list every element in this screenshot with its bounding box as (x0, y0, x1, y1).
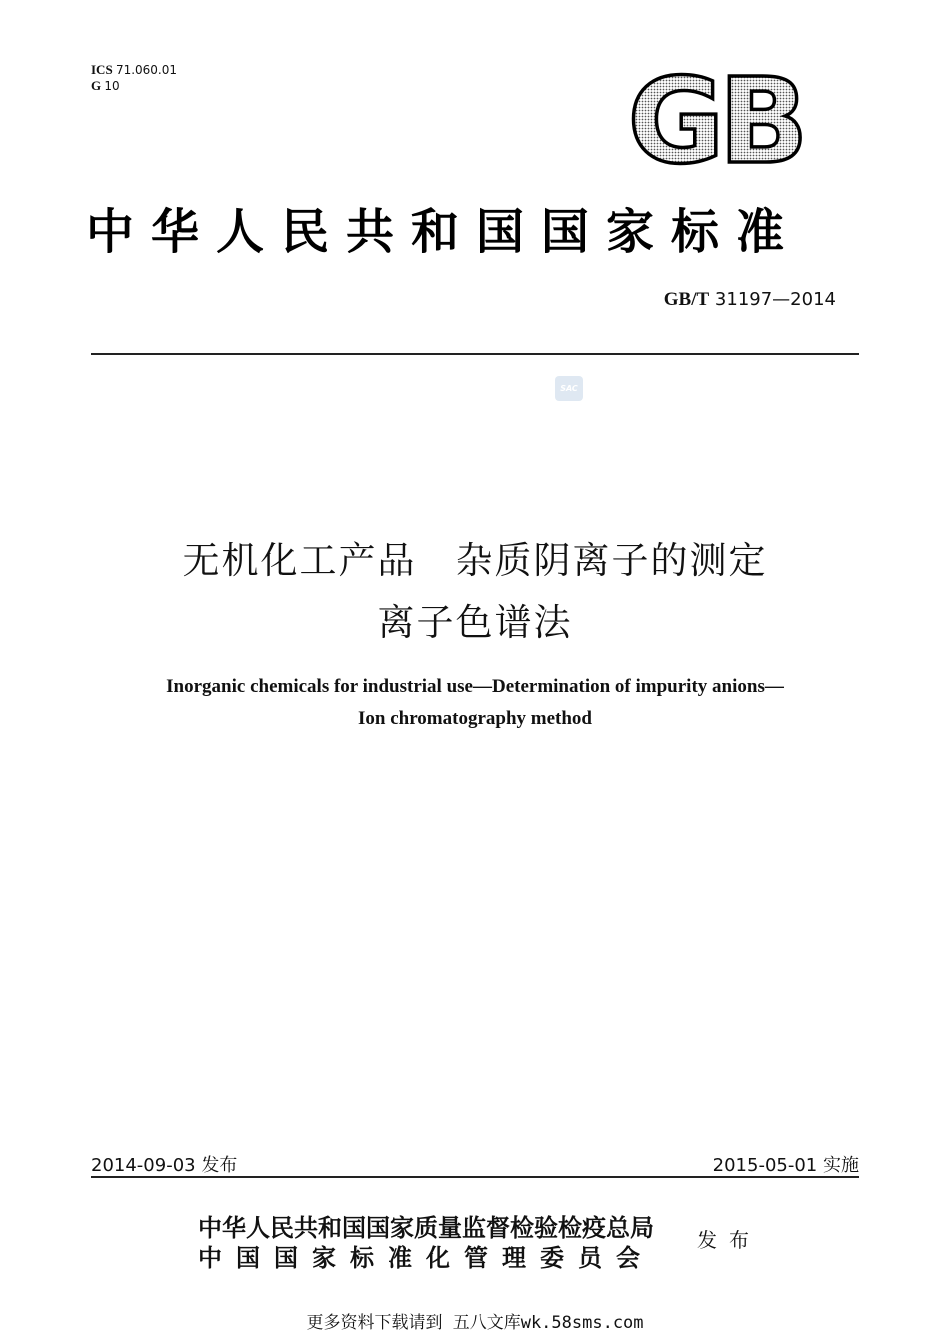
issuer-sac: 中国国家标准化管理委员会 (198, 1243, 654, 1272)
standard-type-title: 中华人民共和国国家标准 (86, 204, 802, 260)
standard-code (664, 289, 836, 311)
standard-code-prefix: GB/T (663, 289, 710, 310)
english-title-line-2: Ion chromatography method (358, 708, 592, 729)
ics-value: 71.060.01 (115, 63, 178, 77)
issuer-aqsiq: 中华人民共和国国家质量监督检验检疫总局 (198, 1213, 654, 1242)
publish-label: 发布 (697, 1228, 761, 1252)
chinese-title-line-2: 离子色谱法 (377, 601, 573, 644)
sac-watermark-icon: SAC (555, 376, 583, 401)
download-footer-link[interactable]: 更多资料下载请到 五八文库wk.58sms.com (306, 1313, 644, 1333)
english-title-line-1: Inorganic chemicals for industrial use—Determination of impurity anions— (166, 676, 784, 697)
issue-date: 2014-09-03 发布 (91, 1155, 238, 1176)
ccs-value: 10 (104, 79, 120, 93)
ics-code (91, 62, 177, 78)
standard-code-number: 31197—2014 (714, 289, 836, 310)
ccs-label: G (91, 78, 102, 93)
bottom-divider (91, 1176, 859, 1178)
top-divider (91, 353, 859, 355)
implementation-date: 2015-05-01 实施 (712, 1155, 859, 1176)
ccs-code (91, 78, 177, 94)
chinese-title-line-1: 无机化工产品 杂质阴离子的测定 (182, 539, 768, 582)
classification-codes (91, 62, 177, 94)
ics-label: ICS (91, 62, 113, 77)
gb-logo (620, 70, 810, 170)
gb-logo-text: GB (627, 70, 803, 170)
